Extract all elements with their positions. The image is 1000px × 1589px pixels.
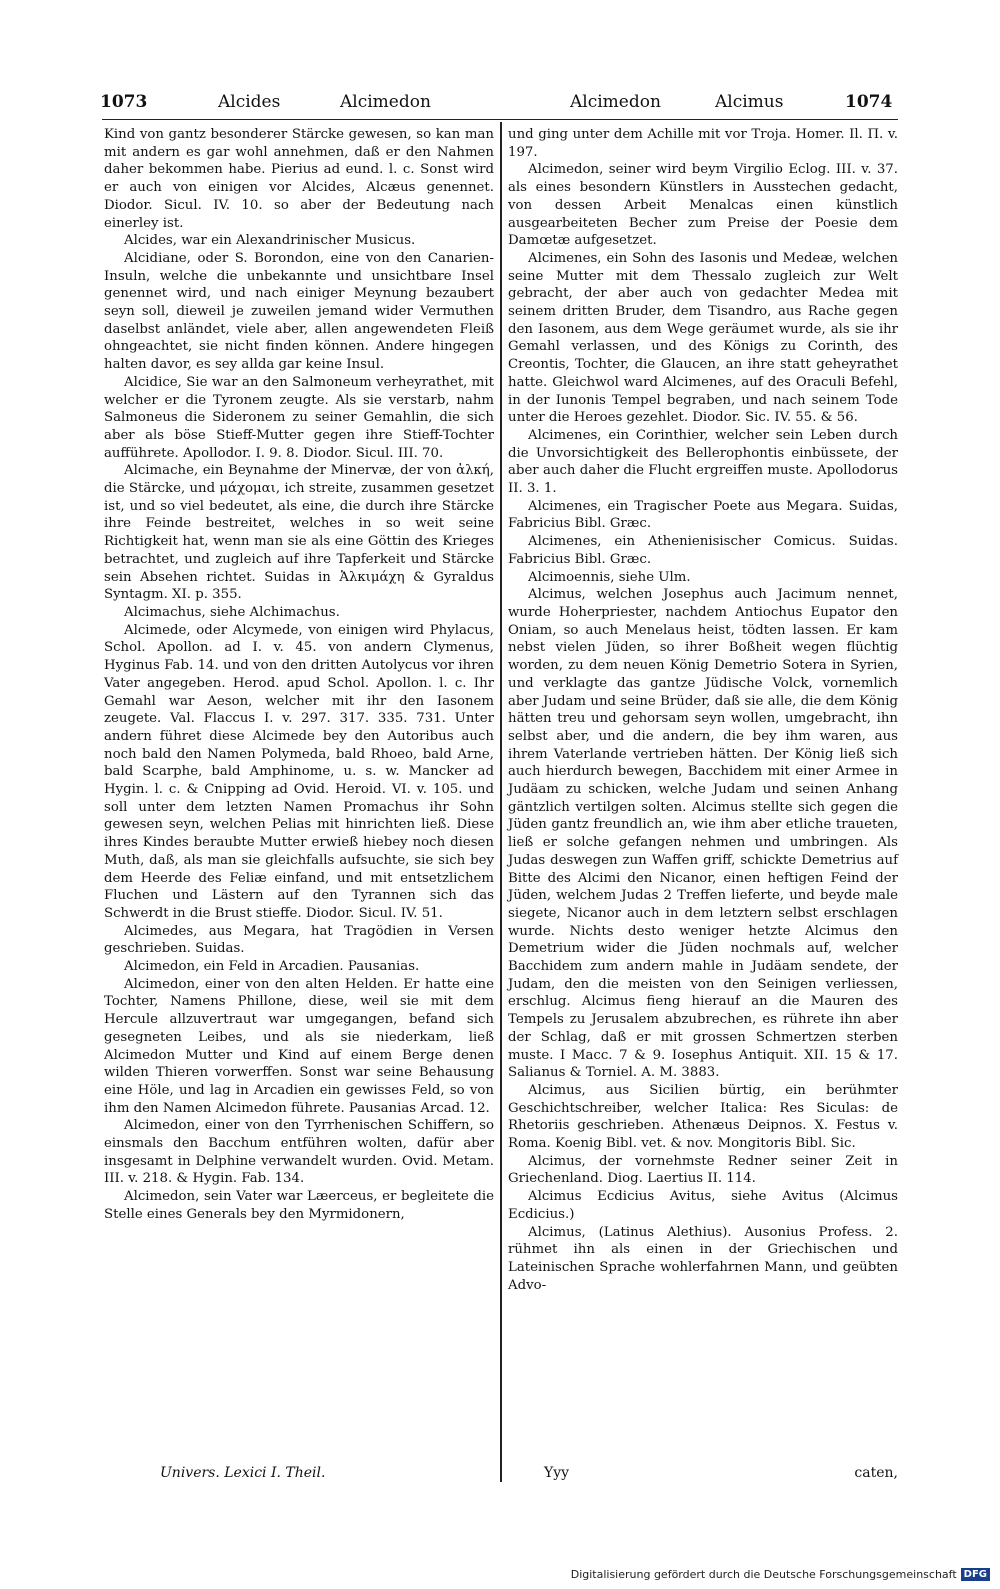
entry-paragraph: Alcimedes, aus Megara, hat Tragödien in Versen geschrieben. Suidas.	[104, 923, 494, 957]
entry-paragraph: Alcimedon, seiner wird beym Virgilio Eclog. III. v. 37. als eines besondern Künstlers in Ausstechen gedacht, von dessen Arbeit Menalcas einen künstlich ausgearbeiteten Becher zum Preise der Poesie dem Damœtæ aufgesetzet.	[508, 162, 898, 249]
page-number-right: 1074	[845, 92, 893, 112]
dfg-logo-icon: DFG	[961, 1568, 990, 1581]
entry-paragraph: Kind von gantz besonderer Stärcke gewesen, so kan man mit andern es gar wohl annehmen, daß er den Nahmen daher bekommen habe. Pierius ad eund. l. c. Sonst wird er auch von einigen vor Alcides, Alcæus genennet. Diodor. Sicul. IV. 10. so aber der Bedeutung nach einerley ist.	[104, 127, 494, 231]
header-keyword-left-1: Alcides	[218, 92, 281, 112]
digitization-credit	[571, 1568, 990, 1581]
entry-paragraph: Alcimenes, ein Corinthier, welcher sein Leben durch die Unvorsichtigkeit des Bellerophontis einbüssete, der aber auch daher die Flucht ergreiffen muste. Apollodorus II. 3. 1.	[508, 427, 898, 497]
header-keyword-left-2: Alcimedon	[340, 92, 431, 112]
entry-paragraph: Alcimus Ecdicius Avitus, siehe Avitus (Alcimus Ecdicius.)	[508, 1189, 898, 1222]
entry-paragraph: Alcimus, aus Sicilien bürtig, ein berühmter Geschichtschreiber, welcher Italica: Res Siculas: de Rhetoriis geschrieben. Athenæus Deipnos. X. Festus v. Roma. Koenig Bibl. vet. & nov. Mongitoris Bibl. Sic.	[508, 1082, 898, 1152]
page-number-left: 1073	[100, 92, 148, 112]
header-keyword-right-2: Alcimus	[715, 92, 784, 112]
left-column	[104, 126, 494, 1224]
header-rule	[102, 119, 898, 120]
entry-paragraph: und ging unter dem Achille mit vor Troja. Homer. Il. Π. v. 197.	[508, 127, 898, 160]
entry-paragraph: Alcimenes, ein Tragischer Poete aus Megara. Suidas, Fabricius Bibl. Græc.	[508, 498, 898, 532]
entry-paragraph: Alcimoennis, siehe Ulm.	[528, 569, 691, 585]
entry-paragraph: Alcimus, (Latinus Alethius). Ausonius Profess. 2. rühmet ihn als einen in der Griechischen und Lateinischen Sprache wohlerfahrnen Mann, und geübten Advo-	[508, 1224, 898, 1293]
entry-paragraph: Alcimus, der vornehmste Redner seiner Zeit in Griechenland. Diog. Laertius II. 114.	[508, 1153, 898, 1187]
header-keyword-right-1: Alcimedon	[570, 92, 661, 112]
entry-paragraph: Alcimenes, ein Sohn des Iasonis und Medeæ, welchen seine Mutter mit dem Thessalo zugleich zur Welt gebracht, der aber auch von gedachter Medea mit seinem dritten Bruder, dem Tisandro, aus Rache gegen den Iasonem, aus dem Wege geräumet wurde, als sie ihr Gemahl verlassen, und des Königs zu Corinth, des Creontis, Tochter, die Glaucen, an ihre statt geheyrathet hatte. Gleichwol ward Alcimenes, auf des Oraculi Befehl, in der Iunonis Tempel begraben, und nach seinem Tode unter die Heroes gezehlet. Diodor. Sic. IV. 55. & 56.	[508, 250, 898, 426]
entry-paragraph: Alcidice, Sie war an den Salmoneum verheyrathet, mit welcher er die Tyronem zeugte. Als sie verstarb, nahm Salmoneus die Sideronem zu seiner Gemahlin, die sich aber als böse Stieff-Mutter gegen ihre Stieff-Tochter aufführete. Apollodor. I. 9. 8. Diodor. Sicul. III. 70.	[104, 374, 494, 461]
entry-paragraph: Alcimede, oder Alcymede, von einigen wird Phylacus, Schol. Apollon. ad I. v. 45. von andern Clymenus, Hyginus Fab. 14. und von den dritten Autolycus vor ihren Vater angegeben. Herod. apud Schol. Apollon. l. c. Ihr Gemahl war Aeson, welcher mit ihr den Iasonem zeugete. Val. Flaccus I. v. 297. 317. 335. 731. Unter andern führet diese Alcimede bey den Autoribus auch noch bald den Namen Polymeda, bald Rhoeo, bald Arne, bald Scarphe, bald Amphinome, u. s. w. Mancker ad Hygin. l. c. & Cnipping ad Ovid. Heroid. VI. v. 105. und soll unter dem letzten Namen Promachus ihr Sohn gewesen seyn, welchen Pelias mit hinrichten ließ. Diese ihres Kindes beraubte Mutter erwieß hiebey noch diesen Muth, daß, als man sie gleichfalls aufsuchte, sie sich bey dem Heerde des Feliæ einfand, und mit entsetzlichem Fluchen und Lästern auf den Tyrannen sich das Schwerdt in die Brust stieffe. Diodor. Sicul. IV. 51.	[104, 622, 494, 921]
entry-paragraph: Alcimachus, siehe Alchimachus.	[124, 604, 340, 620]
page-footer	[104, 1465, 898, 1489]
right-column	[508, 126, 898, 1294]
entry-paragraph: Alcimedon, ein Feld in Arcadien. Pausanias.	[124, 959, 420, 975]
entry-paragraph: Alcimedon, sein Vater war Læerceus, er begleitete die Stelle eines Generals bey den Myrmidonern,	[104, 1189, 494, 1222]
signature-line: Univers. Lexici I. Theil.	[160, 1465, 326, 1481]
entry-paragraph: Alcidiane, oder S. Borondon, eine von den Canarien-Insuln, welche die unbekannte und unsichtbare Insel genennet wird, und nach einiger Meynung bezaubert seyn soll, dieweil je zuweilen jemand wider Vermuthen daselbst anländet, viele aber, allen angewendeten Fleiß ohngeachtet, sie nicht finden können. Andere hingegen halten davor, es sey allda gar keine Insul.	[104, 250, 494, 373]
entry-paragraph: Alcimedon, einer von den Tyrrhenischen Schiffern, so einsmals den Bacchum entführen wolten, dafür aber insgesamt in Delphine verwandelt wurden. Ovid. Metam. III. v. 218. & Hygin. Fab. 134.	[104, 1118, 494, 1187]
entry-paragraph: Alcimedon, einer von den alten Helden. Er hatte eine Tochter, Namens Phillone, diese, weil sie mit dem Hercule allzuvertraut war umgegangen, befand sich gesegneten Leibes, und als sie niederkam, ließ Alcimedon Mutter und Kind auf einem Berge denen wilden Thieren vorwerffen. Sonst war seine Behausung eine Höle, und lag in Arcadien ein gewisses Feld, so von ihm den Namen Alcimedon führete. Pausanias Arcad. 12.	[104, 976, 494, 1116]
signature-mark: Yyy	[544, 1465, 570, 1481]
entry-paragraph: Alcimache, ein Beynahme der Minervæ, der von ἀλκή, die Stärcke, und μάχομαι, ich streite, zusammen gesetzet ist, und so viel bedeutet, als eine, die durch ihre Stärcke ihre Feinde bestreitet, welches in so weit seine Richtigkeit hat, wenn man sie als eine Göttin des Krieges betrachtet, und zugleich auf ihre Tapferkeit und Stärcke sein Absehen richtet. Suidas in Ἀλκιμάχη & Gyraldus Syntagm. XI. p. 355.	[104, 463, 494, 603]
credit-text: Digitalisierung gefördert durch die Deutsche Forschungsgemeinschaft	[570, 1568, 957, 1581]
entry-paragraph: Alcides, war ein Alexandrinischer Musicus.	[124, 233, 416, 249]
column-divider	[500, 122, 502, 1482]
catchword: caten,	[854, 1465, 898, 1481]
entry-paragraph: Alcimenes, ein Athenienisischer Comicus. Suidas. Fabricius Bibl. Græc.	[508, 534, 898, 567]
entry-paragraph: Alcimus, welchen Josephus auch Jacimum nennet, wurde Hoherpriester, nachdem Antiochus Eupator den Oniam, so auch Menelaus heist, tödten lassen. Er kam nebst vielen Jüden, so ihrer Boßheit wegen flüchtig worden, zu dem neuen König Demetrio Sotera in Syrien, und verklagte das gantze Jüdische Volck, vornemlich aber Judam und seine Brüder, daß sie alle, die dem König hätten treu und gehorsam seyn wollen, umgebracht, ihn selbst aber, und die andern, die bey ihm waren, aus ihrem Vaterlande vertrieben hätten. Der König ließ sich auch hierdurch bewegen, Bacchidem mit einer Armee in Judäam zu schicken, welche Judam und seinen Anhang gäntzlich vertilgen solten. Alcimus stellte sich gegen die Jüden gantz freundlich an, wie ihm aber etliche traueten, ließ er solche gefangen nehmen und umbringen. Als Judas deswegen zun Waffen griff, schickte Demetrius auf Bitte des Alcimi den Nicanor, einen heftigen Feind der Jüden, welchem Judas 2 Treffen lieferte, und beyde male siegete, Nicanor auch in dem letztern selbst erschlagen wurde. Nichts desto weniger hetzte Alcimus den Demetrium wider die Jüden nochmals auf, welcher Bacchidem zum andern mahle in Judäam sendete, der Judam, den die meisten von den Seinigen verliessen, erschlug. Alcimus fieng hierauf an die Mauren des Tempels zu Jerusalem abzubrechen, es rührete ihn aber der Schlag, daß er mit grossen Schmertzen sterben muste. I Macc. 7 & 9. Iosephus Antiquit. XII. 15 & 17. Salianus & Torniel. A. M. 3883.	[508, 587, 898, 1081]
running-header	[100, 88, 900, 118]
